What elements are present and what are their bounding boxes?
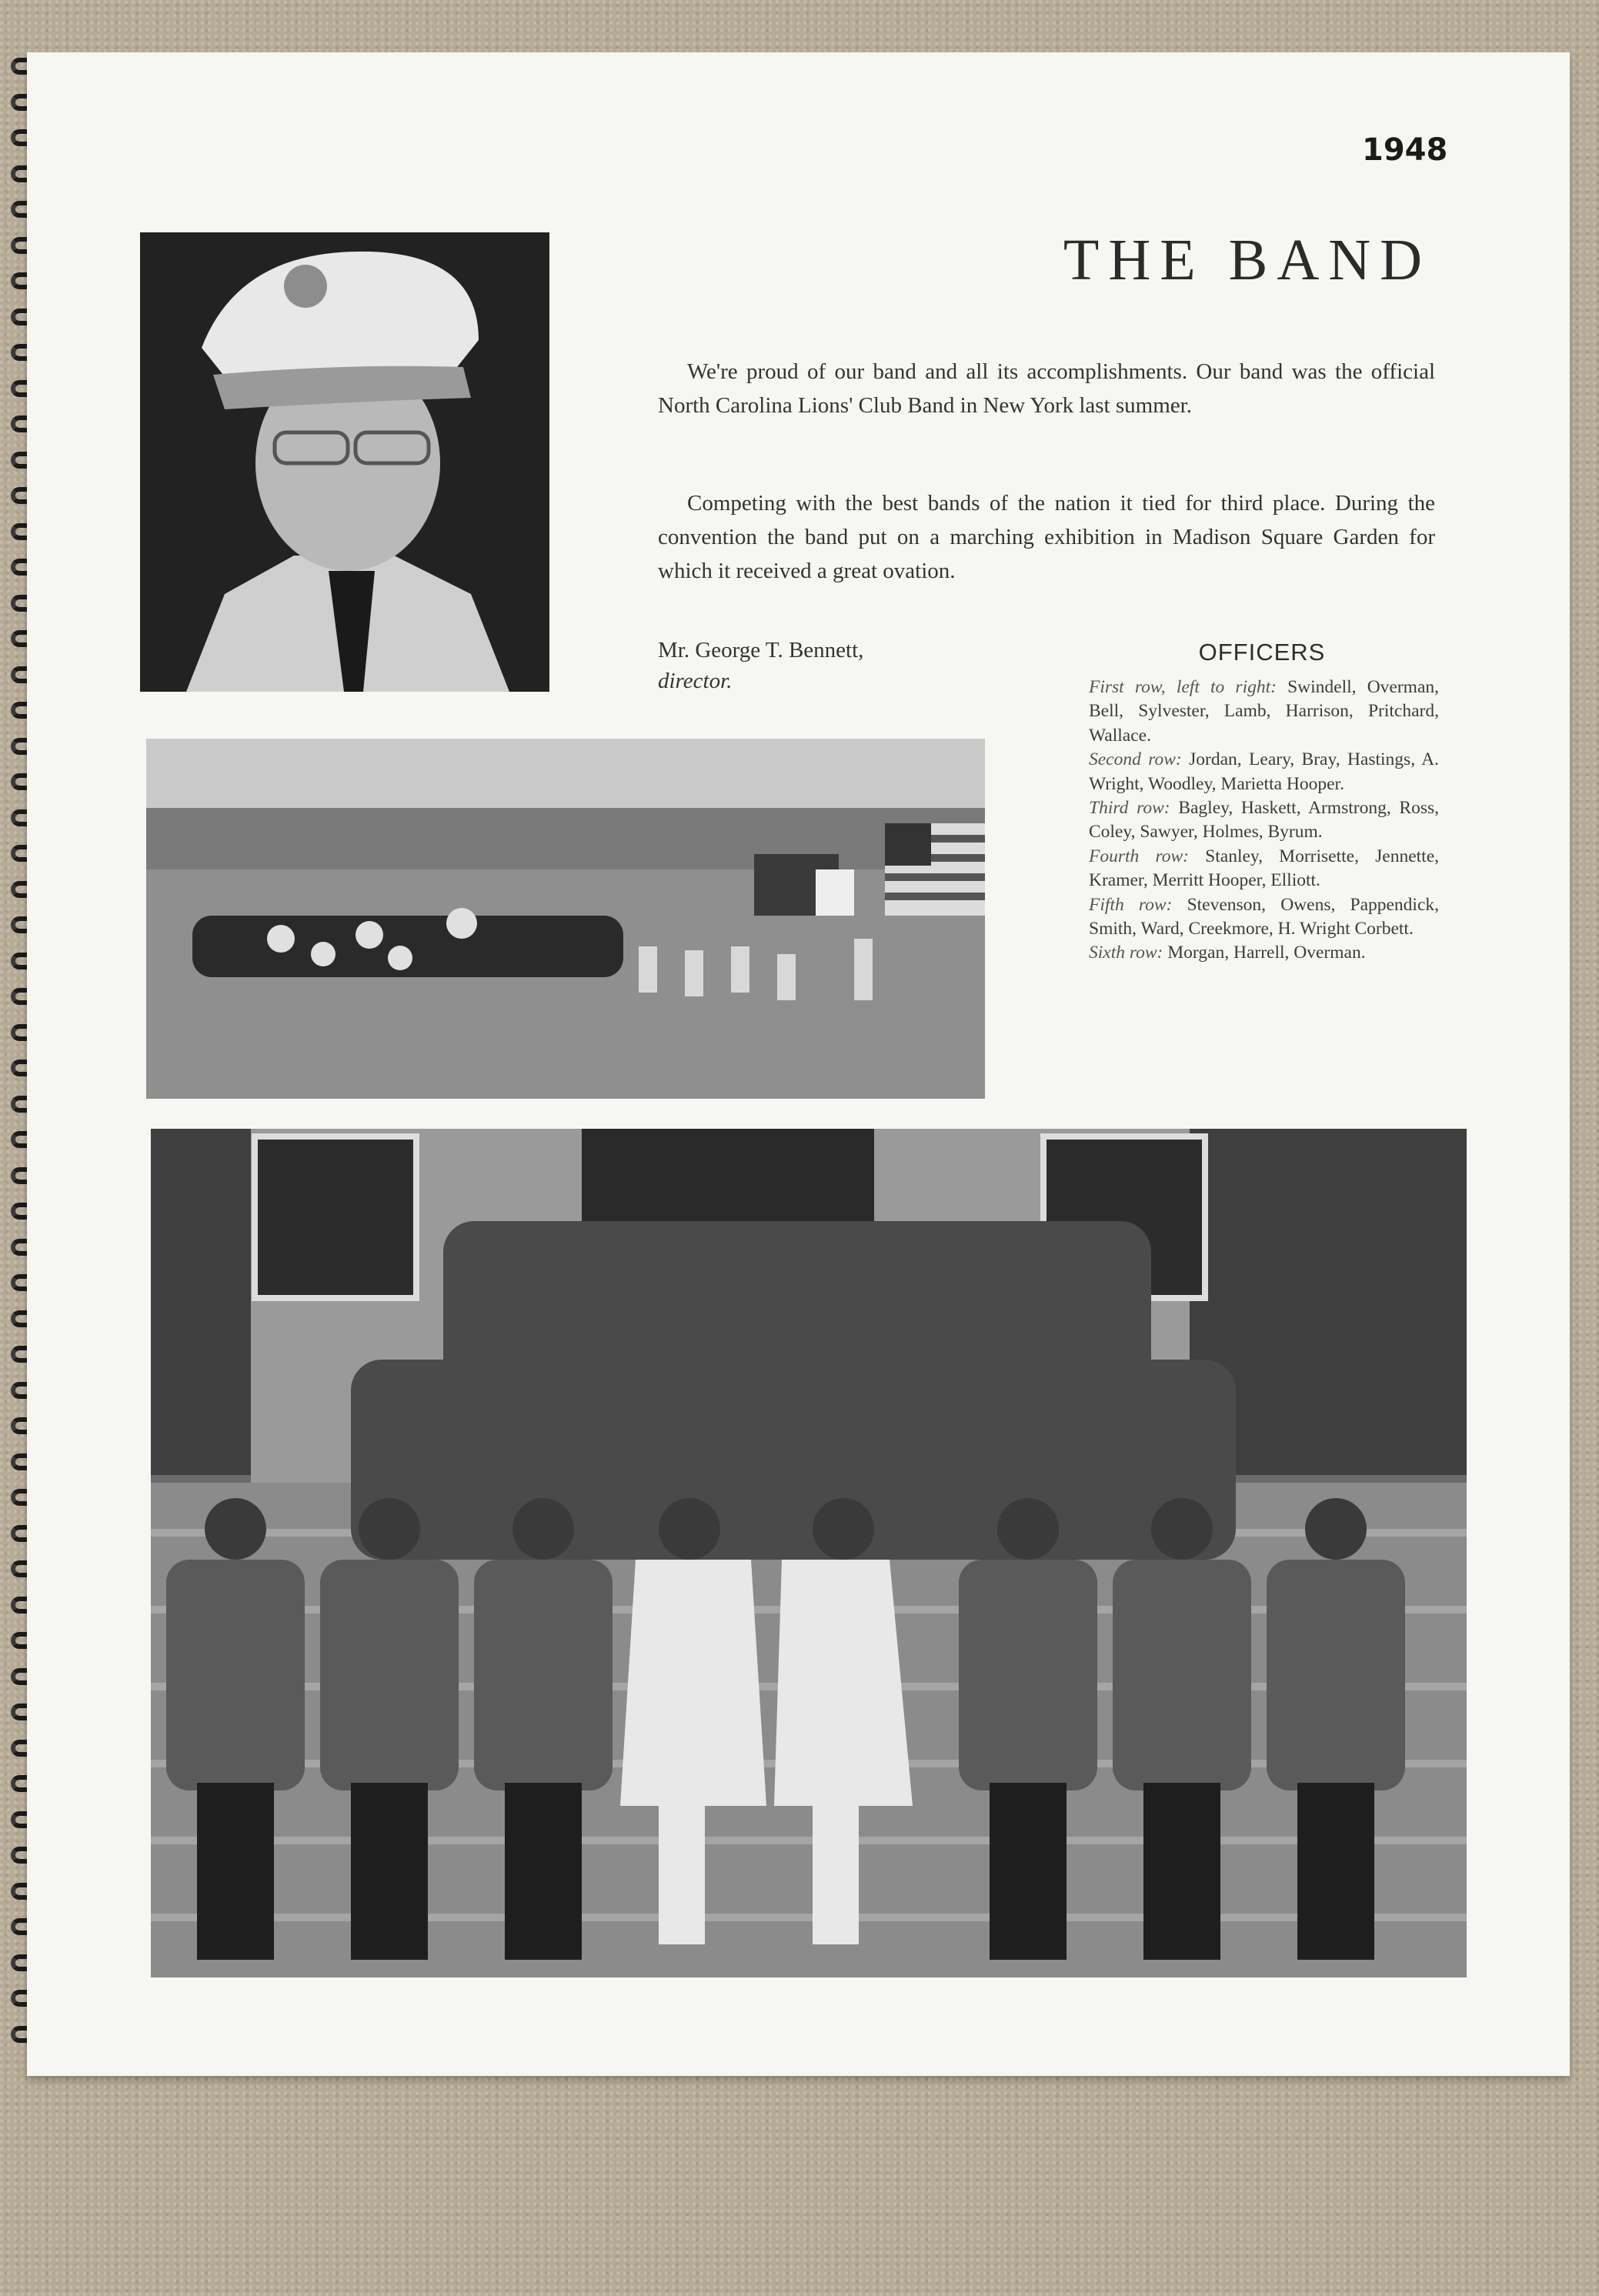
page-year: 1948	[1362, 132, 1448, 168]
intro-paragraph: We're proud of our band and all its accomplishments. Our band was the official North Carolina Lions' Club Band in New York last summer.	[658, 359, 1435, 418]
director-portrait-photo	[140, 232, 549, 692]
officers-heading: OFFICERS	[1198, 639, 1326, 666]
officer-row: Third row: Bagley, Haskett, Armstrong, Ross, Coley, Sawyer, Holmes, Byrum.	[1089, 798, 1439, 843]
page-title: THE BAND	[1063, 228, 1431, 292]
director-name: Mr. George T. Bennett,	[658, 638, 864, 662]
competition-paragraph: Competing with the best bands of the nation it tied for third place. During the convention the band put on a marching exhibition in Madison Square Garden for which it received a great ovation.	[658, 491, 1435, 583]
officer-row: Fifth row: Stevenson, Owens, Pappendick, Smith, Ward, Creekmore, H. Wright Corbett.	[1089, 894, 1440, 939]
director-caption	[658, 635, 863, 696]
officer-row: Sixth row: Morgan, Harrell, Overman.	[1089, 943, 1366, 963]
director-role: director.	[658, 669, 733, 693]
marching-band-field-photo	[146, 739, 985, 1099]
officers-list	[1089, 676, 1439, 966]
band-group-photo	[151, 1129, 1467, 1977]
officer-row: Fourth row: Stanley, Morrisette, Jennette, Kramer, Merritt Hooper, Elliott.	[1089, 846, 1439, 891]
officer-row: First row, left to right: Swindell, Overman, Bell, Sylvester, Lamb, Harrison, Pritchard, Wallace.	[1089, 677, 1440, 746]
officer-row: Second row: Jordan, Leary, Bray, Hastings, A. Wright, Woodley, Marietta Hooper.	[1089, 749, 1440, 794]
